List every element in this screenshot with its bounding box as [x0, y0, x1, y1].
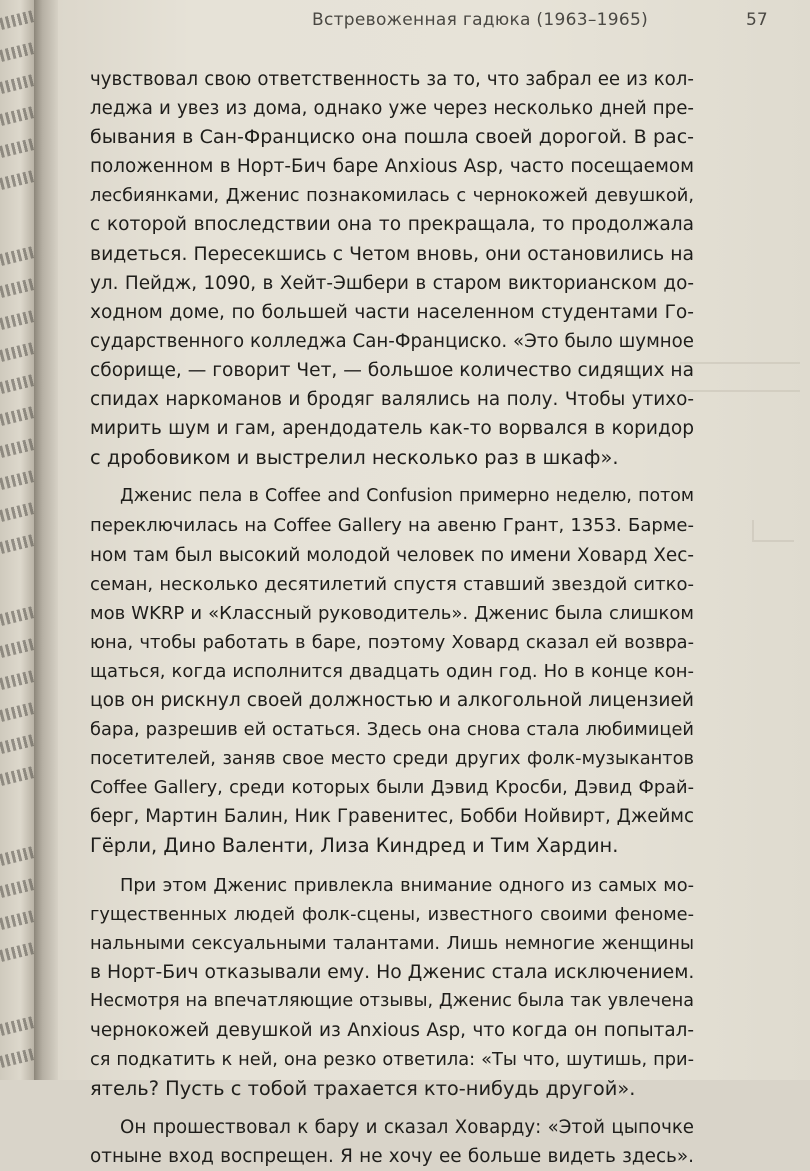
- book-gutter: [34, 0, 58, 1080]
- page-number: 57: [746, 10, 768, 30]
- text-line: Несмотря на впечатляющие отзывы, Дженис была так увлечена: [90, 990, 694, 1011]
- running-head: Встревоженная гадюка (1963–1965): [312, 10, 649, 30]
- text-line: нальными сексуальными талантами. Лишь немногие женщины: [90, 932, 694, 954]
- text-line: Он прошествовал к бару и сказал Ховарду: «Этой цыпочке: [120, 1117, 694, 1139]
- text-line: мов WKRP и «Классный руководитель». Дженис была слишком: [90, 602, 694, 624]
- paragraph-4: [90, 1113, 694, 1171]
- text-line: цов он рискнул своей должностью и алкогольной лицензией: [90, 689, 694, 711]
- text-line: семан, несколько десятилетий спустя ставший звездой ситко-: [90, 573, 694, 595]
- text-line: спидах наркоманов и бродяг валялись на полу. Чтобы утихо-: [90, 389, 694, 411]
- text-line: сударственного колледжа Сан-Франциско. «Это было шумное: [90, 330, 694, 352]
- text-line: При этом Дженис привлекла внимание одного из самых мо-: [120, 874, 694, 896]
- text-line: ся подкатить к ней, она резко ответила: «Ты что, шутишь, при-: [90, 1049, 694, 1071]
- paragraph-3: [90, 871, 694, 1104]
- text-line: Гёрли, Дино Валенти, Лиза Киндред и Тим Хардин.: [90, 834, 619, 858]
- text-line: с которой впоследствии она то прекращала, то продолжала: [90, 214, 694, 236]
- text-line: ул. Пейдж, 1090, в Хейт-Эшбери в старом викторианском до-: [90, 272, 694, 294]
- text-line: видеться. Пересекшись с Четом вновь, они остановились на: [90, 243, 694, 265]
- text-line: Дженис пела в Coffee and Confusion примерно неделю, потом: [120, 486, 694, 507]
- show-through-mark: [752, 520, 794, 542]
- book-page: [58, 0, 810, 1168]
- text-line: положенном в Норт-Бич баре Anxious Asp, часто посещаемом: [90, 156, 694, 178]
- text-line: юна, чтобы работать в баре, поэтому Ховард сказал ей возвра-: [90, 631, 694, 653]
- text-line: чувствовал свою ответственность за то, что забрал ее из кол-: [90, 69, 694, 90]
- body-text: [90, 65, 694, 1171]
- text-line: с дробовиком и выстрелил несколько раз в шкаф».: [90, 446, 619, 470]
- text-line: леджа и увез из дома, однако уже через несколько дней пре-: [90, 98, 694, 120]
- paragraph-1: [90, 65, 694, 472]
- text-line: ходном доме, по большей части населенном студентами Го-: [90, 301, 694, 323]
- text-line: мирить шум и гам, арендодатель как-то ворвался в коридор: [90, 418, 694, 440]
- text-line: бывания в Сан-Франциско она пошла своей дорогой. В рас-: [90, 126, 694, 149]
- text-line: лесбиянками, Дженис познакомилась с чернокожей девушкой,: [90, 185, 694, 207]
- text-line: в Норт-Бич отказывали ему. Но Дженис стала исключением.: [90, 961, 695, 983]
- text-line: гущественных людей фолк-сцены, известного своими феноме-: [90, 903, 694, 925]
- facing-page-edge: [0, 0, 34, 1080]
- text-line: бара, разрешив ей остаться. Здесь она снова стала любимицей: [90, 719, 694, 741]
- text-line: ном там был высокий молодой человек по имени Ховард Хес-: [90, 544, 694, 566]
- text-line: переключилась на Coffee Gallery на авеню Грант, 1353. Барме-: [90, 515, 694, 537]
- text-line: щаться, когда исполнится двадцать один год. Но в конце кон-: [90, 660, 694, 682]
- text-line: посетителей, заняв свое место среди других фолк-музыкантов: [90, 748, 694, 770]
- text-line: чернокожей девушкой из Anxious Asp, что когда он попытал-: [90, 1020, 694, 1041]
- text-line: сборище, — говорит Чет, — большое количество сидящих на: [90, 359, 694, 381]
- text-line: Coffee Gallery, среди которых были Дэвид Кросби, Дэвид Фрай-: [90, 777, 694, 799]
- paragraph-2: [90, 482, 694, 860]
- text-line: берг, Мартин Балин, Ник Гравенитес, Бобби Нойвирт, Джеймс: [90, 806, 694, 828]
- text-line: отныне вход воспрещен. Я не хочу ее больше видеть здесь».: [90, 1146, 694, 1168]
- text-line: ятель? Пусть с тобой трахается кто-нибудь другой».: [90, 1077, 636, 1101]
